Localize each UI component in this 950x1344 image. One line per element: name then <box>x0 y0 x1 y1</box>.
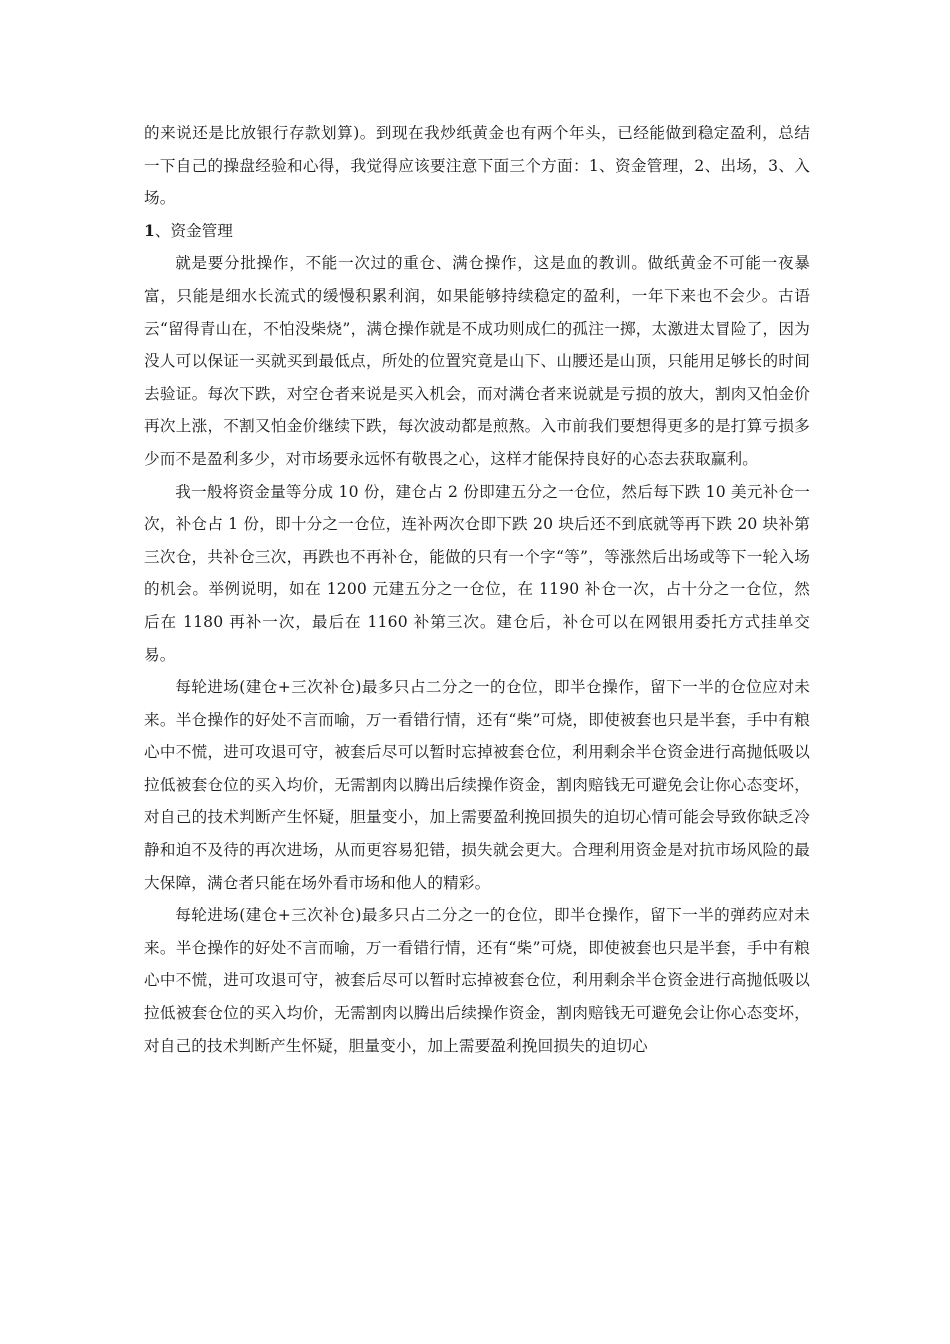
section-heading-title: 、资金管理 <box>154 221 233 240</box>
body-paragraph-2: 我一般将资金量等分成 10 份，建仓占 2 份即建五分之一仓位，然后每下跌 10 美元补仓一次，补仓占 1 份，即十分之一仓位，连补两次仓即下跌 20 块后还不到底就等再下跌 20 块补第三次仓，共补仓三次，再跌也不再补仓，能做的只有一个字“等”，等涨然后出场或等下一轮入场的机会。举例说明，如在 1200 元建五分之一仓位，在 1190 补仓一次，占十分之一仓位，然后在 1180 再补一次，最后在 1160 补第三次。建仓后，补仓可以在网银用委托方式挂单交易。 <box>144 482 810 664</box>
body-paragraph-4: 每轮进场(建仓+三次补仓)最多只占二分之一的仓位，即半仓操作，留下一半的弹药应对未来。半仓操作的好处不言而喻，万一看错行情，还有“柴”可烧，即使被套也只是半套，手中有粮心中不慌，进可攻退可守，被套后尽可以暂时忘掉被套仓位，利用剩余半仓资金进行高抛低吸以拉低被套仓位的买入均价，无需割肉以腾出后续操作资金，割肉赔钱无可避免会让你心态变坏，对自己的技术判断产生怀疑，胆量变小，加上需要盈利挽回损失的迫切心 <box>144 906 810 1055</box>
section-heading-number: 1 <box>144 220 155 240</box>
body-paragraph-3: 每轮进场(建仓+三次补仓)最多只占二分之一的仓位，即半仓操作，留下一半的仓位应对未来。半仓操作的好处不言而喻，万一看错行情，还有“柴”可烧，即使被套也只是半套，手中有粮心中不慌，进可攻退可守，被套后尽可以暂时忘掉被套仓位，利用剩余半仓资金进行高抛低吸以拉低被套仓位的买入均价，无需割肉以腾出后续操作资金，割肉赔钱无可避免会让你心态变坏，对自己的技术判断产生怀疑，胆量变小，加上需要盈利挽回损失的迫切心情可能会导致你缺乏冷静和迫不及待的再次进场，从而更容易犯错，损失就会更大。合理利用资金是对抗市场风险的最大保障，满仓者只能在场外看市场和他人的精彩。 <box>144 678 810 892</box>
section-heading <box>144 215 810 248</box>
body-paragraph-1: 就是要分批操作，不能一次过的重仓、满仓操作，这是血的教训。做纸黄金不可能一夜暴富，只能是细水长流式的缓慢积累利润，如果能够持续稳定的盈利，一年下来也不会少。古语云“留得青山在，不怕没柴烧”，满仓操作就是不成功则成仁的孤注一掷，太激进太冒险了，因为没人可以保证一买就买到最低点，所处的位置究竟是山下、山腰还是山顶，只能用足够长的时间去验证。每次下跌，对空仓者来说是买入机会，而对满仓者来说就是亏损的放大，割肉又怕金价再次上涨，不割又怕金价继续下跌，每次波动都是煎熬。入市前我们要想得更多的是打算亏损多少而不是盈利多少，对市场要永远怀有敬畏之心，这样才能保持良好的心态去获取赢利。 <box>144 254 810 468</box>
intro-paragraph: 的来说还是比放银行存款划算)。到现在我炒纸黄金也有两个年头，已经能做到稳定盈利，总结一下自己的操盘经验和心得，我觉得应该要注意下面三个方面：1、资金管理，2、出场，3、入场。 <box>144 124 810 208</box>
